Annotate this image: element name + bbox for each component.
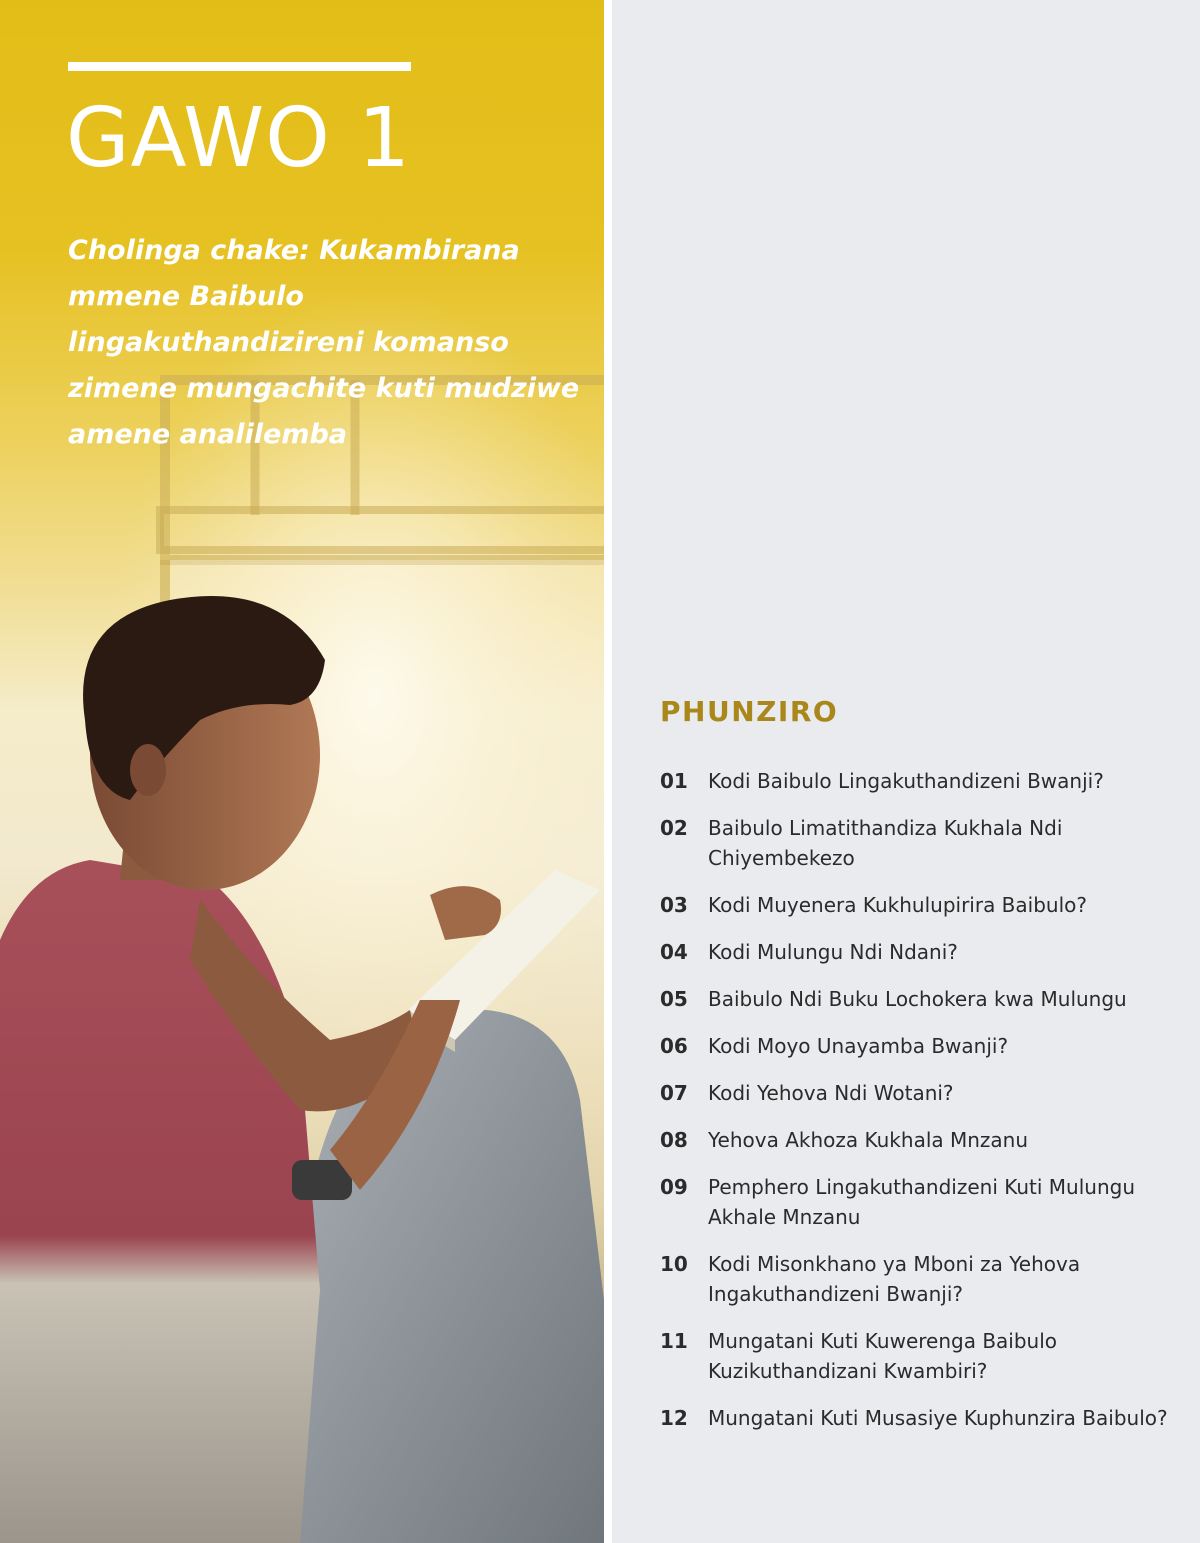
lesson-item[interactable] [660, 937, 1190, 967]
lesson-number: 08 [660, 1128, 688, 1152]
lesson-title: Mungatani Kuti Musasiye Kuphunzira Baibulo? [708, 1406, 1168, 1430]
lesson-number: 01 [660, 769, 688, 793]
lessons-panel [612, 0, 1200, 1543]
lesson-item[interactable] [660, 1125, 1190, 1155]
lesson-title: Baibulo Limatithandiza Kukhala Ndi Chiyembekezo [708, 816, 1063, 870]
lesson-title: Kodi Misonkhano ya Mboni za Yehova Ingakuthandizeni Bwanji? [708, 1252, 1081, 1306]
lesson-number: 06 [660, 1034, 688, 1058]
panel-divider [604, 0, 612, 1543]
lesson-title: Pemphero Lingakuthandizeni Kuti Mulungu Akhale Mnzanu [708, 1175, 1136, 1229]
part-subtitle: Cholinga chake: Kukambirana mmene Baibulo lingakuthandizireni komanso zimene mungachite kuti mudziwe amene analilemba [68, 235, 580, 450]
lessons-heading: PHUNZIRO [660, 695, 839, 728]
lesson-number: 03 [660, 893, 688, 917]
lesson-number: 05 [660, 987, 688, 1011]
lesson-item[interactable] [660, 1249, 1190, 1309]
lesson-number: 04 [660, 940, 688, 964]
lesson-number: 02 [660, 816, 688, 840]
part-title: GAWO 1 [66, 91, 412, 186]
lesson-number: 09 [660, 1175, 688, 1199]
lesson-title: Kodi Moyo Unayamba Bwanji? [708, 1034, 1009, 1058]
lesson-title: Mungatani Kuti Kuwerenga Baibulo Kuzikuthandizani Kwambiri? [708, 1329, 1058, 1383]
lesson-number: 12 [660, 1406, 688, 1430]
lesson-item[interactable] [660, 1326, 1190, 1386]
lesson-title: Kodi Muyenera Kukhulupirira Baibulo? [708, 893, 1087, 917]
lessons-list [660, 766, 1190, 1450]
lesson-item[interactable] [660, 1078, 1190, 1108]
lesson-title: Kodi Yehova Ndi Wotani? [708, 1081, 954, 1105]
lesson-title: Yehova Akhoza Kukhala Mnzanu [708, 1128, 1029, 1152]
lesson-number: 10 [660, 1252, 688, 1276]
part-top-rule [68, 62, 411, 71]
lesson-number: 07 [660, 1081, 688, 1105]
lesson-item[interactable] [660, 890, 1190, 920]
lesson-number: 11 [660, 1329, 688, 1353]
lesson-item[interactable] [660, 766, 1190, 796]
lesson-title: Kodi Baibulo Lingakuthandizeni Bwanji? [708, 769, 1104, 793]
lesson-item[interactable] [660, 984, 1190, 1014]
lesson-item[interactable] [660, 813, 1190, 873]
lesson-item[interactable] [660, 1031, 1190, 1061]
lesson-title: Baibulo Ndi Buku Lochokera kwa Mulungu [708, 987, 1127, 1011]
lesson-item[interactable] [660, 1403, 1190, 1433]
lesson-title: Kodi Mulungu Ndi Ndani? [708, 940, 958, 964]
lesson-item[interactable] [660, 1172, 1190, 1232]
